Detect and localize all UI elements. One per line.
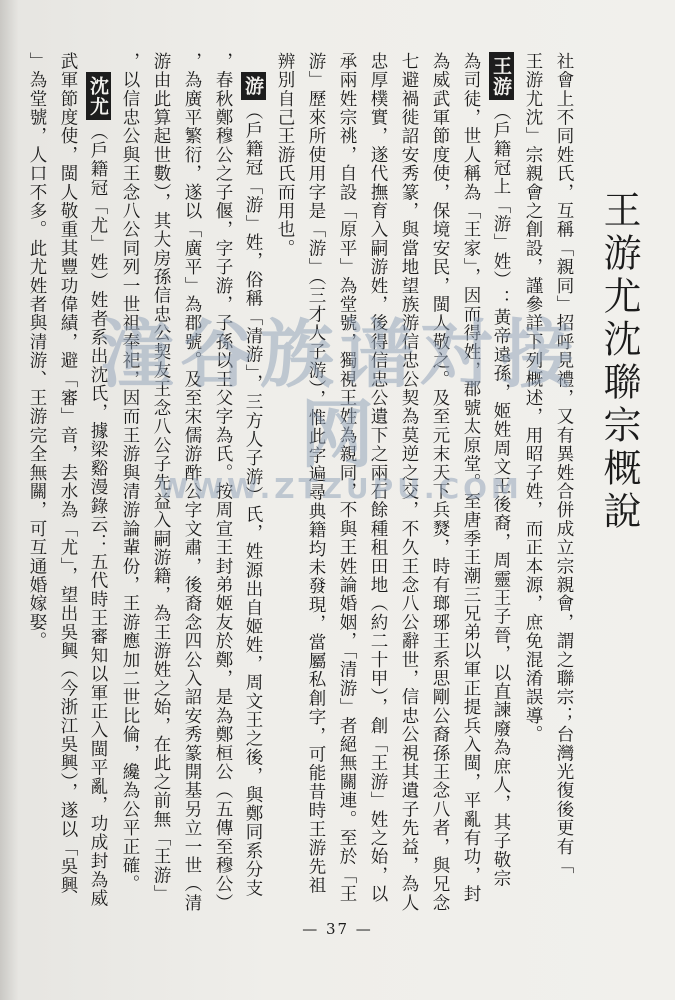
text-column: ，以信忠公與王念八公同列一世祖奉祀，因而王游與清游論輩份，王游應加二世比倫，纔為公平正確。	[120, 52, 140, 894]
text-column: 王游尤沈」宗親會之創設，謹參詳下列概述，用昭子姓，而正本源，庶免混淆誤導。	[523, 52, 543, 744]
text-column: 忠厚樸實，遂代撫育入嗣游姓，後得信忠公遺下之兩石餘種租田地（約二十甲），創「王游」姓之始，以	[368, 52, 388, 904]
text-column: 社會上不同姓氏，互稱「親同」招呼見禮，又有異姓合併成立宗親會，謂之聯宗；台灣光復後更有「	[554, 52, 574, 875]
text-column	[86, 72, 111, 942]
watermark-url: WWW.ZTZUPU.COM	[157, 472, 523, 505]
text-column: 七避禍徙詔安秀篆，與當地望族游信忠公契為莫逆之交，不久王念八公辭世，信忠公視其遺子先益，為人	[399, 52, 419, 913]
text-column: 游由此算起世數），其大房孫信忠公契友王念八公子先益入嗣游籍，為王游姓之始，在此之前無「王游」	[151, 52, 171, 904]
text-column: 辨別自己王游氏而用也。	[275, 52, 295, 258]
text-column: 」為堂號，人口不多。此尤姓者與清游、王游完全無關，可互通婚嫁娶。	[27, 52, 47, 651]
text-column: ，春秋鄭穆公之子偃，字子游，子孫以王父字為氏。按周宣王封弟姬友於鄭，是為鄭桓公（五傳至穆公）	[213, 52, 233, 913]
text-column-body: （戶籍冠「游」姓，俗稱「清游」，三方人子游）氏，姓源出自姬姓，周文王之後，與鄭同系分支	[243, 102, 263, 898]
section-heading-shen-you: 沈尤	[86, 72, 111, 120]
text-column	[241, 72, 266, 942]
section-heading-you: 游	[241, 72, 266, 100]
text-column: 游」歷來所使用字是「游」（三才人子游），惟此字遍尋典籍均未發現，當屬私創字，可能昔時王游先祖	[306, 52, 326, 895]
text-column-body: （戶籍冠上「游」姓）：黃帝遠孫，姬姓周文王後裔，周靈王子晉，以直諫廢為庶人，其子敬宗	[491, 102, 511, 888]
text-column: 武軍節度使，閩人敬重其豐功偉績，避「審」音，去水為「尤」，望出吳興（今浙江吳興），遂以「吳興	[58, 52, 78, 895]
page-crease	[0, 0, 18, 1000]
text-column: 為司徒，世人稱為「王家」，因而得姓，郡號太原堂。至唐季王潮三兄弟以軍正提兵入閩，平亂有功，封	[461, 52, 481, 904]
page-title: 王游尤沈聯宗概說	[597, 190, 641, 534]
text-column: 為威武軍節度使，保境安民，閩人敬之。及至元末天下兵燹，時有瑯琊王系思剛公裔孫王念八者，與兄念	[430, 52, 450, 913]
text-column: ，為廣平繁衍，遂以「廣平」為郡號。及至宋儒游酢公字文肅，後裔念四公入詔安秀篆開基另立一世（清	[182, 52, 202, 913]
text-column	[489, 52, 514, 922]
page-number: — 37 —	[302, 920, 373, 938]
text-column-body: （戶籍冠「尤」姓）姓者系出沈氏，據梁谿漫錄云：五代時王審知以軍正入閩平亂，功成封為威	[88, 122, 108, 908]
text-column: 承兩姓宗祧，自設「原平」為堂號，獨視王姓為親同，不與王姓論婚姻，「清游」者絕無關連。至於「王	[337, 52, 357, 904]
watermark-text: 潼谷族谱对接网	[100, 312, 580, 478]
section-heading-wang-you: 王游	[489, 52, 514, 100]
